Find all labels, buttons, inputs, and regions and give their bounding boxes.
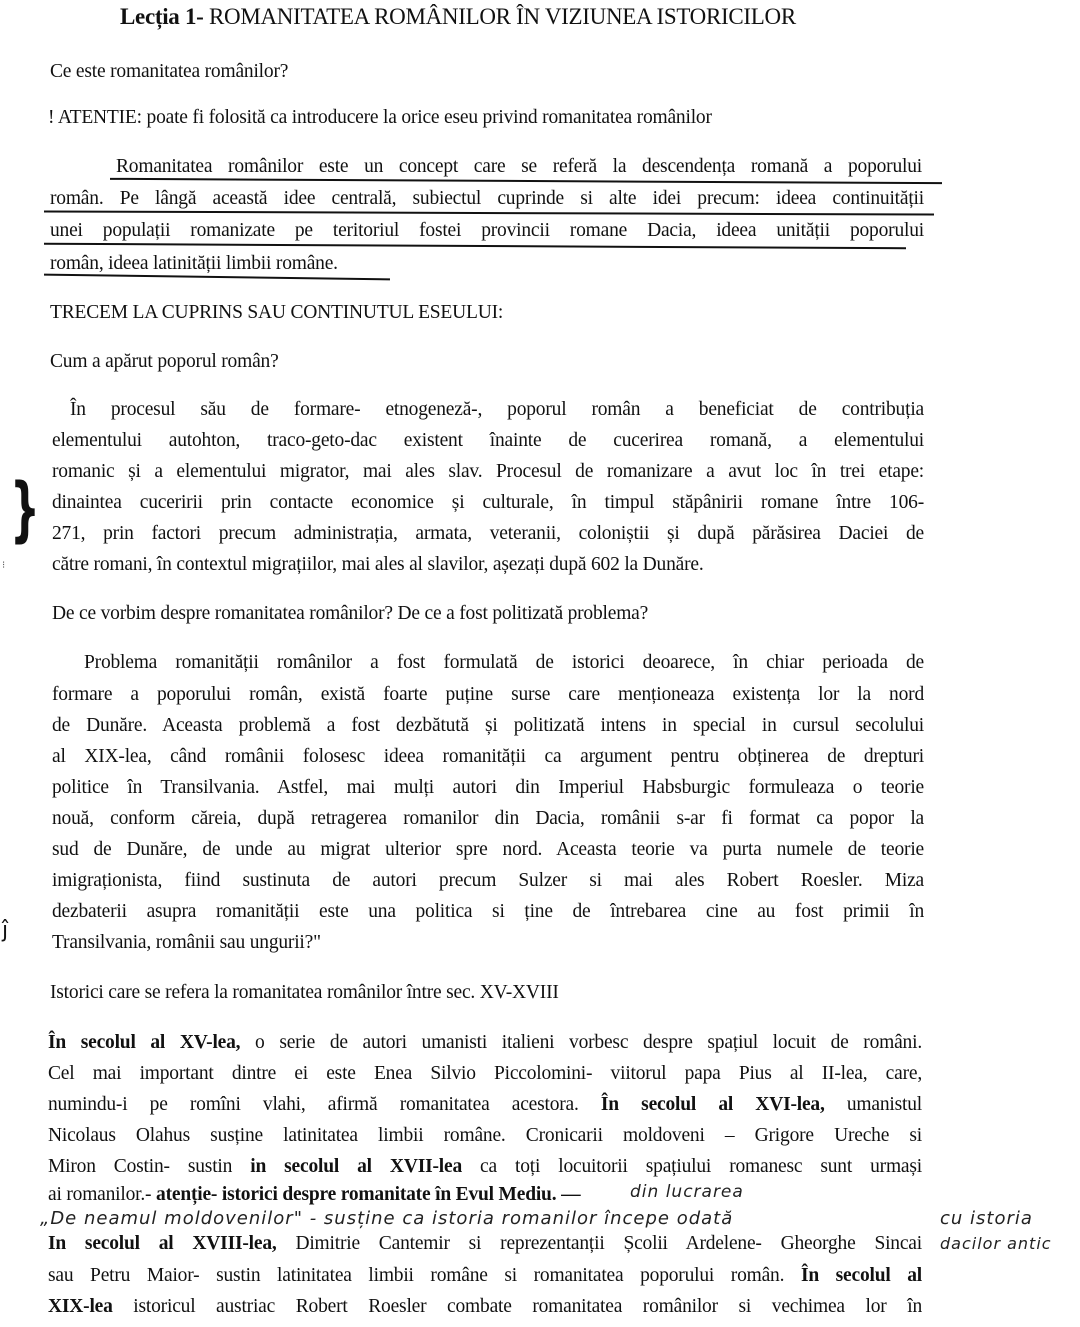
century-xvi-label: În secolul al XVI-lea, <box>600 1094 825 1115</box>
paragraph-line <box>48 1296 922 1318</box>
paragraph-line: politice în Transilvania. Astfel, mai mulți autori din Imperiul Habsburgic formuleaza o teorie <box>52 777 924 798</box>
paragraph-line: imigraționista, fiind sustinuta de autori precum Sulzer si mai ales Robert Roesler. Miza <box>52 870 924 891</box>
intro-line: român, ideea latinității limbii române. <box>50 253 338 274</box>
margin-hook-mark: ĵ <box>2 918 9 943</box>
question-what-is-romanity: Ce este romanitatea românilor? <box>50 61 289 82</box>
century-xviii-label: In secolul al XVIII-lea, <box>48 1233 277 1254</box>
text-span: istoricul austriac Robert Roesler combate romanitatea românilor si vechimea lor în <box>112 1296 922 1317</box>
historians-heading: Istorici care se refera la romanitatea românilor între sec. XV-XVIII <box>50 982 559 1003</box>
paragraph-line: formare a poporului român, există foarte puține surse care menționeaza existența lor la nord <box>52 684 924 705</box>
text-span: numindu-i pe romîni vlahi, afirmă romanitatea acestora. <box>48 1094 601 1115</box>
intro-line: român. Pe lângă această idee centrală, subiectul cuprinde si alte idei precum: ideea continuității <box>50 188 924 209</box>
text-span: sau Petru Maior- sustin latinitatea limbii române si romanitatea poporului român. <box>48 1265 801 1286</box>
century-xv-label: În secolul al XV-lea, <box>48 1032 241 1053</box>
handwritten-note: din lucrarea <box>630 1182 744 1202</box>
paragraph-line: sud de Dunăre, de unde au migrat ulterior spre nord. Aceasta teorie va purta numele de teorie <box>52 839 924 860</box>
paragraph-line: către romani, în contextul migrațiilor, mai ales al slavilor, așezați după 602 la Dunăre. <box>52 554 704 575</box>
paragraph-line: al XIX-lea, când românii folosesc ideea romanității ca argument pentru obținerea de drepturi <box>52 746 924 767</box>
paragraph-line <box>48 1032 922 1054</box>
paragraph-line: dezbaterii asupra romanității este una politica si ține de întrebarea cine au fost primii în <box>52 901 924 922</box>
paragraph-line: dinaintea cuceririi prin contacte economice și culturale, în timpul stăpânirii romane între 106- <box>52 492 924 513</box>
handwritten-note: „De neamul moldovenilor" - susține ca istoria romanilor începe odată <box>40 1208 734 1229</box>
paragraph-line: nouă, conform căreia, după retragerea romanilor din Dacia, românii s-ar fi format ca popor la <box>52 808 924 829</box>
paragraph-line <box>48 1265 922 1287</box>
century-xix-label: În secolul al <box>800 1265 922 1286</box>
paragraph-line: Transilvania, românii sau ungurii?" <box>52 932 321 953</box>
century-xix-label-cont: XIX-lea <box>48 1296 113 1317</box>
text-span: Dimitrie Cantemir si reprezentanții Școlii Ardelene- Gheorghe Sincai <box>276 1233 922 1254</box>
hand-underline <box>110 178 942 184</box>
text-span: Miron Costin- sustin <box>48 1156 251 1177</box>
hand-underline <box>44 210 934 215</box>
attention-note: ! ATENTIE: poate fi folosită ca introducere la orice eseu privind romanitatea românilor <box>48 107 712 128</box>
text-span: ai romanilor.- <box>48 1184 157 1205</box>
intro-line: Romanitatea românilor este un concept care se referă la descendența romană a poporului <box>116 156 922 177</box>
question-why-romanity: De ce vorbim despre romanitatea românilor? De ce a fost politizată problema? <box>52 603 649 624</box>
paragraph-line: de Dunăre. Aceasta problemă a fost dezbătută și politizată intens in special in cursul secolului <box>52 715 924 736</box>
paragraph-line: elementului autohton, traco-geto-dac existent înainte de cucerirea romană, a elementului <box>52 430 924 451</box>
dash: — <box>556 1184 581 1205</box>
paragraph-line <box>48 1094 922 1116</box>
paragraph-line <box>48 1156 922 1178</box>
century-xvii-label: in secolul al XVII-lea <box>250 1156 462 1177</box>
paragraph-line: Nicolaus Olahus susține latinitatea limbii române. Cronicarii moldoveni – Grigore Ureche si <box>48 1125 922 1146</box>
paragraph-line <box>48 1233 922 1255</box>
margin-brace-mark: } <box>9 468 40 550</box>
handwritten-note: dacilor antic <box>940 1234 1052 1253</box>
attention-medieval-note: atenție- istorici despre romanitate în Evul Mediu. <box>156 1184 557 1205</box>
title-main: ROMANITATEA ROMÂNILOR ÎN VIZIUNEA ISTORICILOR <box>203 4 796 29</box>
paragraph-line: Problema romanității românilor a fost formulată de istorici deoarece, în chiar perioada de <box>84 652 924 673</box>
hand-underline <box>44 243 906 250</box>
paragraph-line: Cel mai important dintre ei este Enea Silvio Piccolomini- viitorul papa Pius al II-lea, care, <box>48 1063 922 1084</box>
paragraph-line: 271, prin factori precum administrația, armata, veteranii, coloniștii și după părăsirea Daciei de <box>52 523 924 544</box>
text-span: umanistul <box>824 1094 922 1115</box>
margin-dots-mark: ⁝ <box>2 560 6 571</box>
section-heading: TRECEM LA CUPRINS SAU CONTINUTUL ESEULUI: <box>50 302 504 323</box>
text-span: o serie de autori umanisti italieni vorbesc despre spațiul locuit de români. <box>240 1032 923 1053</box>
paragraph-line: În procesul său de formare- etnogeneză-, poporul român a beneficiat de contribuția <box>70 399 924 420</box>
paragraph-line <box>48 1184 580 1206</box>
page-title <box>120 4 796 30</box>
intro-line: unei populații romanizate pe teritoriul fostei provincii romane Dacia, ideea unității poporului <box>50 220 924 241</box>
handwritten-note: cu istoria <box>940 1208 1033 1229</box>
text-span: ca toți locuitorii spațiului romanesc sunt urmași <box>462 1156 922 1177</box>
paragraph-line: romanic și a elementului migrator, mai ales slav. Procesul de romanizare a avut loc în trei etape: <box>52 461 924 482</box>
title-prefix: Lecția 1- <box>120 4 204 29</box>
question-how-appeared: Cum a apărut poporul român? <box>50 351 279 372</box>
